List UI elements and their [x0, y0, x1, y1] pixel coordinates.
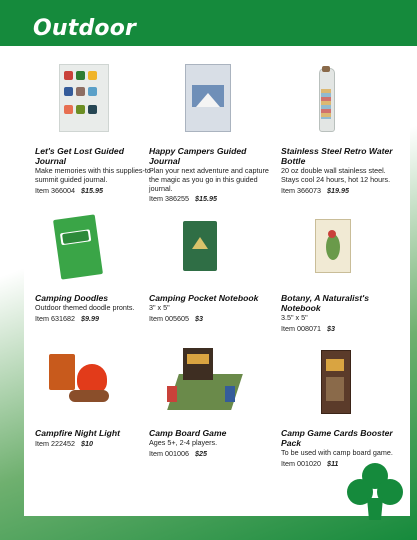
- botany-notebook-image: [293, 211, 373, 287]
- product-name: Camp Board Game: [149, 428, 227, 438]
- product-happy-campers-journal[interactable]: [149, 64, 271, 203]
- item-number: Item 001006: [149, 448, 189, 458]
- item-number: Item 005605: [149, 313, 189, 323]
- water-bottle-image: [293, 64, 373, 140]
- product-description: Outdoor themed doodle pronts.: [35, 303, 135, 312]
- product-name: Stainless Steel Retro Water Bottle: [281, 146, 393, 166]
- campfire-night-light-image: [47, 346, 127, 422]
- product-description: To be used with camp board game.: [281, 448, 393, 457]
- catalog-panel: [24, 46, 410, 516]
- item-number: Item 366004: [35, 185, 75, 195]
- product-camp-board-game[interactable]: [149, 346, 271, 458]
- price: $15.95: [194, 194, 217, 204]
- product-description: Ages 5+, 2-4 players.: [149, 438, 218, 447]
- price: $25: [194, 448, 207, 458]
- product-name: Botany, A Naturalist's Notebook: [281, 293, 369, 313]
- item-number: Item 631682: [35, 313, 75, 323]
- item-number: Item 222452: [35, 439, 75, 448]
- product-description: 3.5" x 5": [281, 313, 308, 322]
- item-number: Item 386255: [149, 194, 189, 204]
- product-name: Campfire Night Light: [35, 428, 120, 438]
- product-name: Camping Doodles: [35, 293, 109, 303]
- product-camp-game-cards[interactable]: [281, 346, 403, 468]
- product-name: Let's Get Lost Guided Journal: [35, 146, 124, 166]
- price: $3: [194, 313, 203, 323]
- camping-doodles-image: [47, 211, 127, 287]
- item-number: Item 001020: [281, 458, 321, 468]
- product-camping-doodles[interactable]: [35, 211, 157, 323]
- page-title: Outdoor: [33, 16, 137, 41]
- product-description: Make memories with this supplies-to-summit guided journal.: [35, 166, 154, 184]
- trefoil-logo-icon: [345, 462, 405, 522]
- product-description: 20 oz double wall stainless steel. Stays cool 24 hours, hot 12 hours.: [281, 166, 391, 184]
- price: $15.95: [80, 185, 103, 195]
- camp-board-game-image: [161, 346, 241, 422]
- product-lets-get-lost-journal[interactable]: [35, 64, 157, 195]
- product-description: Plan your next adventure and capture the magic as you go in this guided journal.: [149, 166, 269, 193]
- camping-notebook-image: [161, 211, 241, 287]
- product-name: Happy Campers Guided Journal: [149, 146, 247, 166]
- product-description: 3" x 5": [149, 303, 170, 312]
- item-number: Item 366073: [281, 185, 321, 195]
- product-camping-pocket-notebook[interactable]: [149, 211, 271, 323]
- product-name: Camping Pocket Notebook: [149, 293, 259, 303]
- product-name: Camp Game Cards Booster Pack: [281, 428, 393, 448]
- price: $3: [326, 323, 335, 333]
- price: $19.95: [326, 185, 349, 195]
- price: $9.99: [80, 313, 99, 323]
- camp-game-cards-image: [293, 346, 373, 422]
- happy-campers-journal-image: [161, 64, 241, 140]
- product-campfire-night-light[interactable]: [35, 346, 157, 448]
- product-botany-notebook[interactable]: [281, 211, 403, 333]
- lets-get-lost-journal-image: [47, 64, 127, 140]
- price: $11: [326, 458, 339, 468]
- price: $10: [80, 439, 93, 448]
- item-number: Item 008071: [281, 323, 321, 333]
- product-water-bottle[interactable]: [281, 64, 403, 195]
